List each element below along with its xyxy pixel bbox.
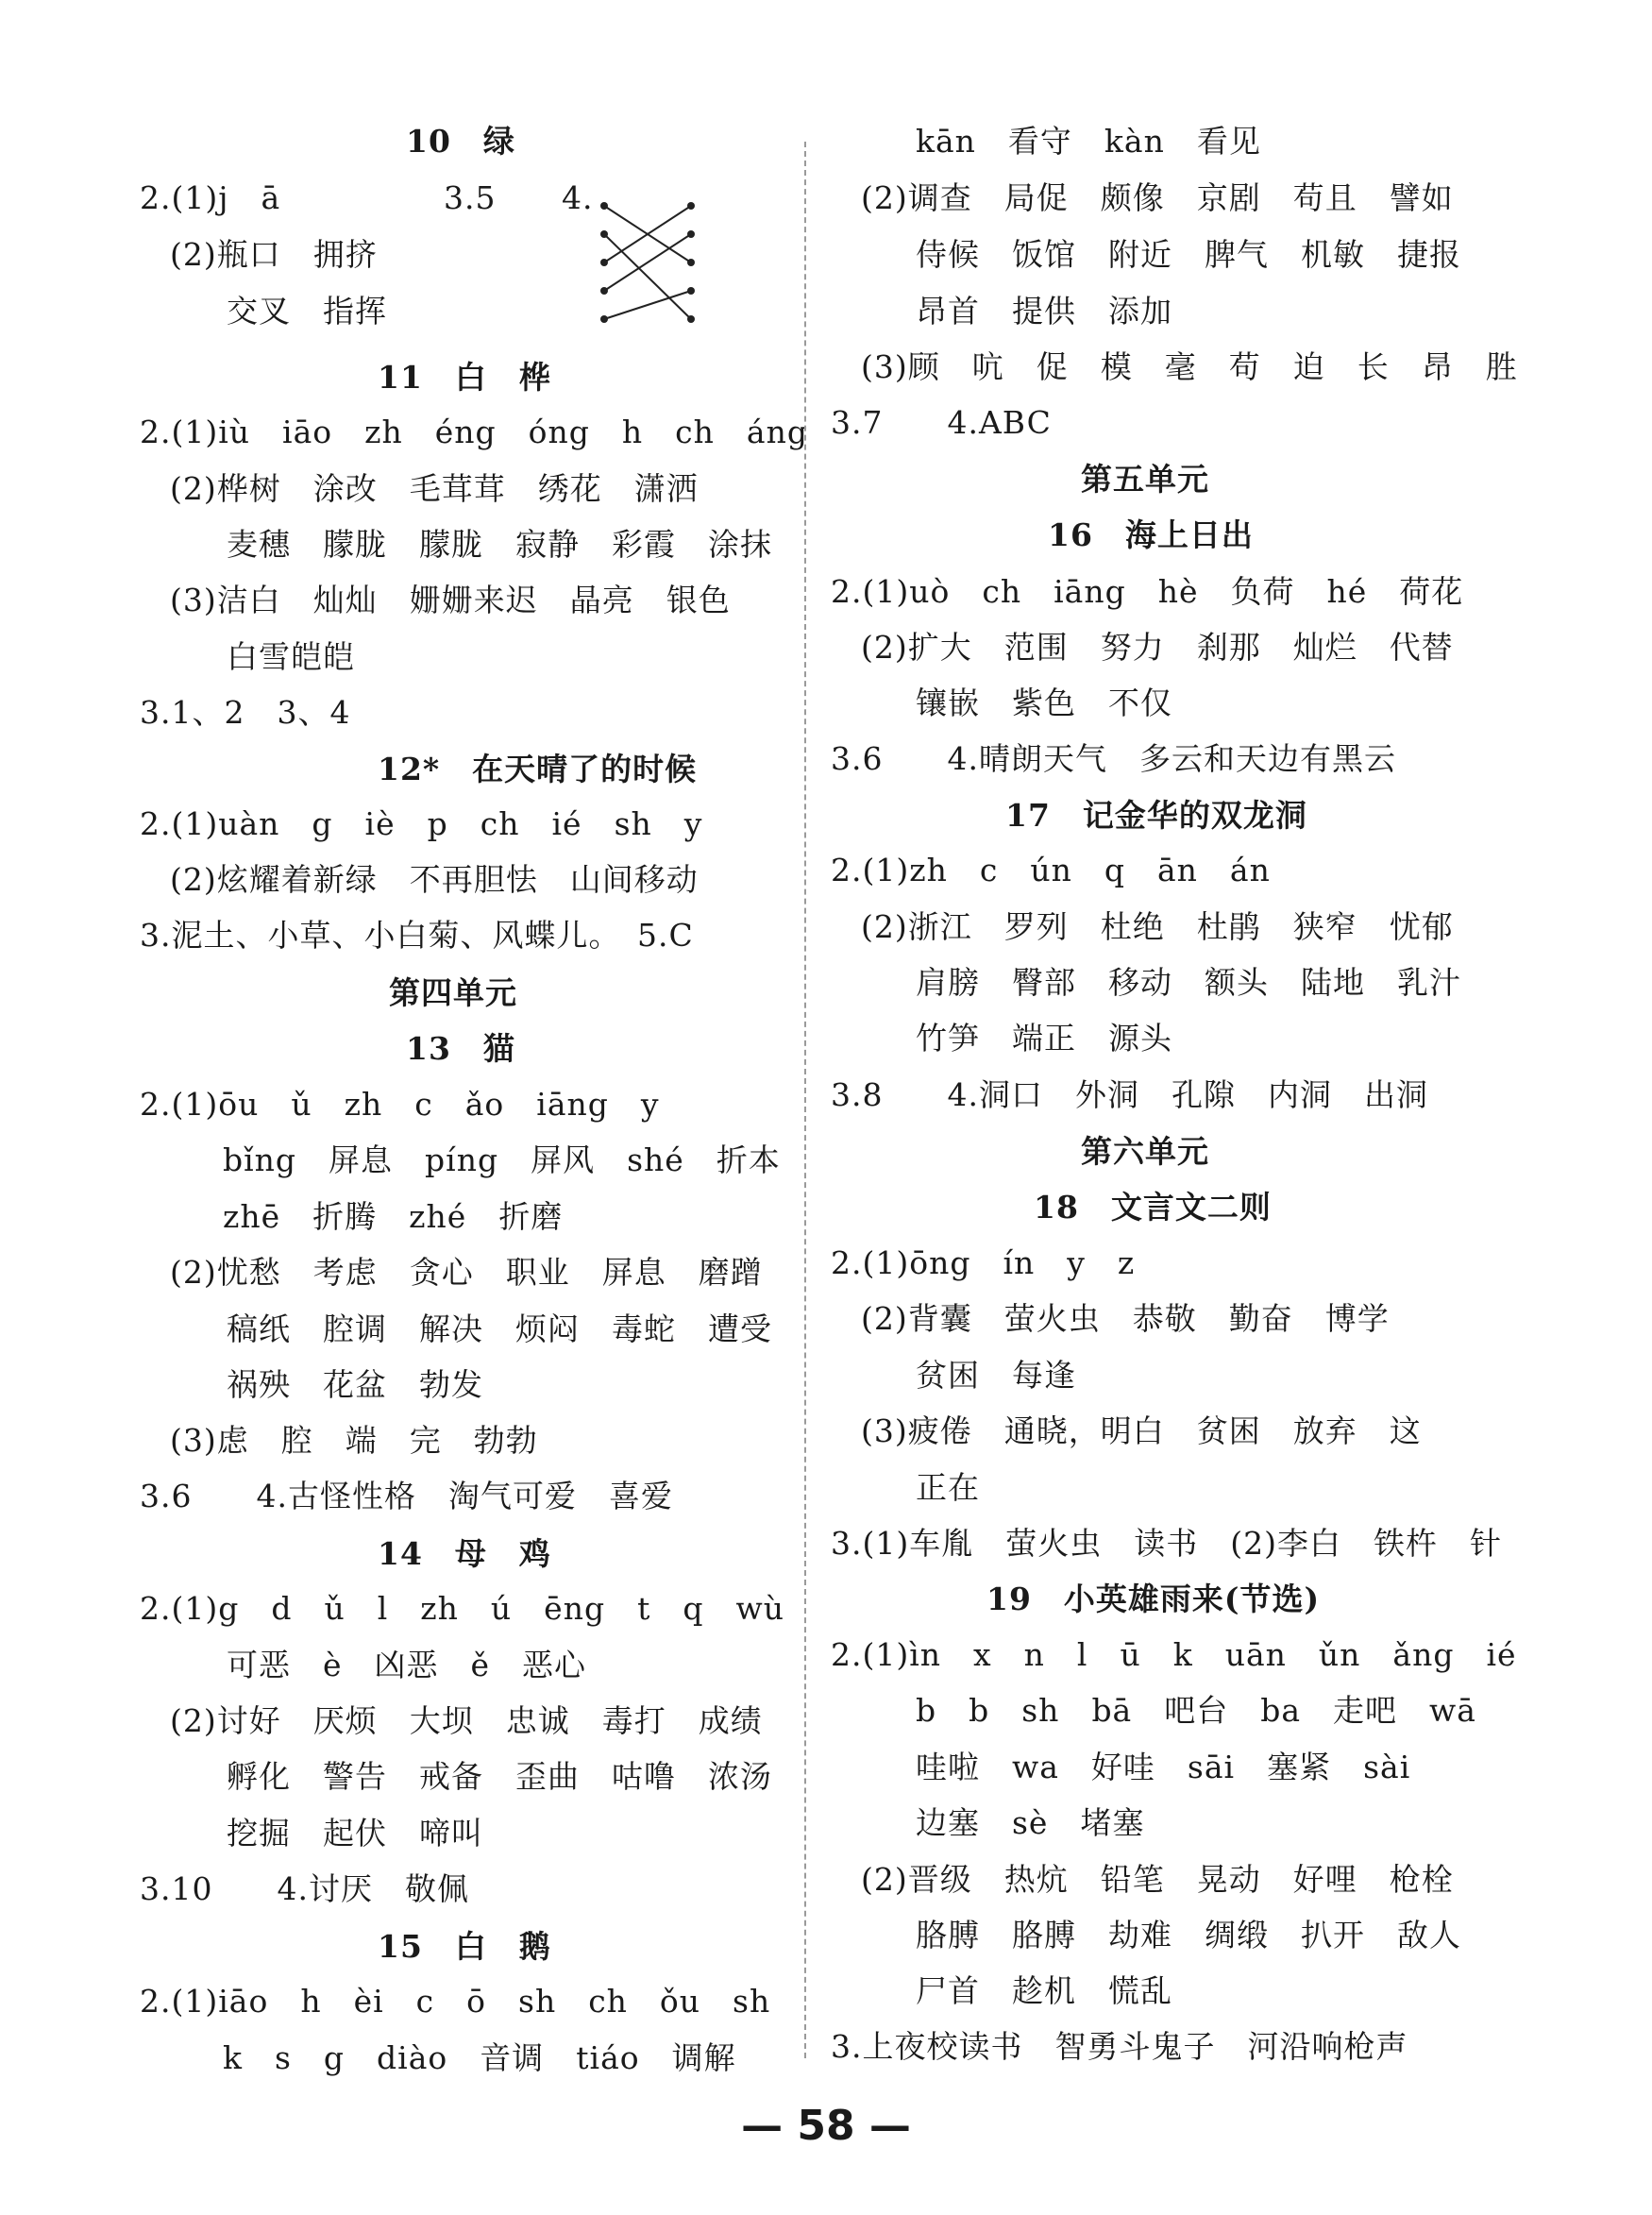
- answer-line: (3)顾 吭 促 模 毫 苟 迫 长 昂 胜: [861, 348, 1518, 385]
- page-number: — 58 —: [741, 2102, 911, 2150]
- section-heading: 10 绿: [406, 123, 515, 160]
- section-heading: 第四单元: [389, 974, 517, 1011]
- answer-line: 3.6 4.晴朗天气 多云和天边有黑云: [831, 740, 1396, 777]
- answer-line: 胳膊 胳膊 劫难 绸缎 扒开 敌人: [916, 1917, 1461, 1953]
- answer-line: 可恶 è 凶恶 ě 恶心: [227, 1647, 587, 1683]
- answer-line: 稿纸 腔调 解决 烦闷 毒蛇 遭受: [227, 1310, 772, 1347]
- section-heading: 12* 在天晴了的时候: [378, 751, 698, 787]
- answer-line: (2)讨好 厌烦 大坝 忠诚 毒打 成绩: [170, 1702, 763, 1739]
- answer-line: 3.1、2 3、4: [140, 694, 351, 731]
- answer-line: 祸殃 花盆 勃发: [227, 1366, 483, 1403]
- answer-line: 哇啦 wa 好哇 sāi 塞紧 sài: [916, 1749, 1411, 1785]
- answer-line: (2)桦树 涂改 毛茸茸 绣花 潇洒: [170, 470, 699, 507]
- answer-line: (2)晋级 热炕 铅笔 晃动 好哩 枪栓: [861, 1861, 1454, 1898]
- answer-line: 镶嵌 紫色 不仅: [916, 685, 1172, 721]
- answer-line: 3.8 4.洞口 外洞 孔隙 内洞 出洞: [831, 1076, 1428, 1113]
- answer-line: b b sh bā 吧台 ba 走吧 wā: [916, 1692, 1476, 1729]
- answer-line: 3.10 4.讨厌 敬佩: [140, 1870, 469, 1907]
- answer-line: 贫困 每逢: [916, 1357, 1076, 1394]
- answer-line: 孵化 警告 戒备 歪曲 咕噜 浓汤: [227, 1758, 772, 1795]
- section-heading: 13 猫: [406, 1030, 515, 1067]
- answer-line: k s g diào 音调 tiáo 调解: [223, 2039, 736, 2076]
- section-heading: 第六单元: [1081, 1133, 1209, 1170]
- answer-line: 2.(1)ōu ǔ zh c ǎo iāng y: [140, 1086, 660, 1123]
- answer-line: 3.5: [444, 179, 497, 216]
- answer-line: 尸首 趁机 慌乱: [916, 1972, 1172, 2009]
- answer-line: 正在: [916, 1469, 980, 1506]
- answer-line: 2.(1)uàn g iè p ch ié sh y: [140, 805, 703, 842]
- answer-line: 侍候 饭馆 附近 脾气 机敏 捷报: [916, 236, 1461, 273]
- answer-line: 4.: [562, 179, 594, 216]
- section-heading: 11 白 桦: [378, 359, 551, 396]
- answer-line: 交叉 指挥: [227, 293, 387, 330]
- section-heading: 18 文言文二则: [1034, 1189, 1272, 1226]
- answer-line: 2.(1)ìn x n l ū k uān ǔn ǎng ié: [831, 1636, 1517, 1673]
- answer-line: (2)浙江 罗列 杜绝 杜鹃 狭窄 忧郁: [861, 908, 1454, 945]
- answer-line: kān 看守 kàn 看见: [916, 123, 1261, 160]
- answer-line: 3.6 4.古怪性格 淘气可爱 喜爱: [140, 1478, 673, 1514]
- answer-line: 边塞 sè 堵塞: [916, 1804, 1145, 1841]
- answer-line: bǐng 屏息 píng 屏风 shé 折本: [223, 1141, 781, 1178]
- section-heading: 14 母 鸡: [378, 1535, 551, 1572]
- answer-line: 麦穗 朦胧 朦胧 寂静 彩霞 涂抹: [227, 526, 772, 563]
- answer-line: 3.7 4.ABC: [831, 404, 1052, 441]
- answer-line: 2.(1)ōng ín y z: [831, 1244, 1136, 1281]
- answer-line: (2)扩大 范围 努力 刹那 灿烂 代替: [861, 629, 1454, 666]
- answer-line: (2)忧愁 考虑 贪心 职业 屏息 磨蹭: [170, 1254, 763, 1291]
- answer-line: 竹笋 端正 源头: [916, 1020, 1172, 1057]
- answer-line: (3)虑 腔 端 完 勃勃: [170, 1422, 538, 1459]
- section-heading: 第五单元: [1081, 461, 1209, 498]
- answer-line: 3.上夜校读书 智勇斗鬼子 河沿响枪声: [831, 2028, 1408, 2065]
- answer-line: 肩膀 臀部 移动 额头 陆地 乳汁: [916, 964, 1461, 1001]
- answer-line: (2)瓶口 拥挤: [170, 236, 378, 273]
- answer-line: 2.(1)iù iāo zh éng óng h ch áng: [140, 414, 808, 450]
- section-heading: 15 白 鹅: [378, 1928, 551, 1965]
- answer-line: (2)调查 局促 颇像 京剧 苟且 譬如: [861, 179, 1454, 216]
- section-heading: 19 小英雄雨来(节选): [986, 1581, 1321, 1617]
- answer-line: (2)背囊 萤火虫 恭敬 勤奋 博学: [861, 1300, 1390, 1337]
- section-heading: 16 海上日出: [1048, 516, 1254, 553]
- answer-line: 昂首 提供 添加: [916, 293, 1172, 330]
- answer-line: 3.(1)车胤 萤火虫 读书 (2)李白 铁杵 针: [831, 1525, 1502, 1562]
- section-heading: 17 记金华的双龙洞: [1005, 797, 1307, 834]
- answer-line: 挖掘 起伏 啼叫: [227, 1815, 483, 1851]
- answer-line: zhē 折腾 zhé 折磨: [223, 1198, 564, 1235]
- answer-line: 2.(1)g d ǔ l zh ú ēng t q wù: [140, 1590, 784, 1627]
- column-divider: [804, 142, 806, 2058]
- answer-line: 3.泥土、小草、小白菊、风蝶儿。 5.C: [140, 917, 694, 954]
- answer-line: (3)洁白 灿灿 姗姗来迟 晶亮 银色: [170, 582, 731, 618]
- answer-line: 2.(1)iāo h èi c ō sh ch ǒu sh: [140, 1983, 771, 2020]
- answer-line: 白雪皑皑: [227, 638, 355, 675]
- answer-line: 2.(1)zh c ún q ān án: [831, 852, 1271, 888]
- answer-line: 2.(1)uò ch iāng hè 负荷 hé 荷花: [831, 573, 1464, 610]
- answer-line: (2)炫耀着新绿 不再胆怯 山间移动: [170, 861, 699, 898]
- answer-line: 2.(1)j ā: [140, 179, 281, 216]
- matching-lines-diagram: [597, 196, 700, 329]
- answer-line: (3)疲倦 通晓，明白 贫困 放弃 这: [861, 1412, 1422, 1449]
